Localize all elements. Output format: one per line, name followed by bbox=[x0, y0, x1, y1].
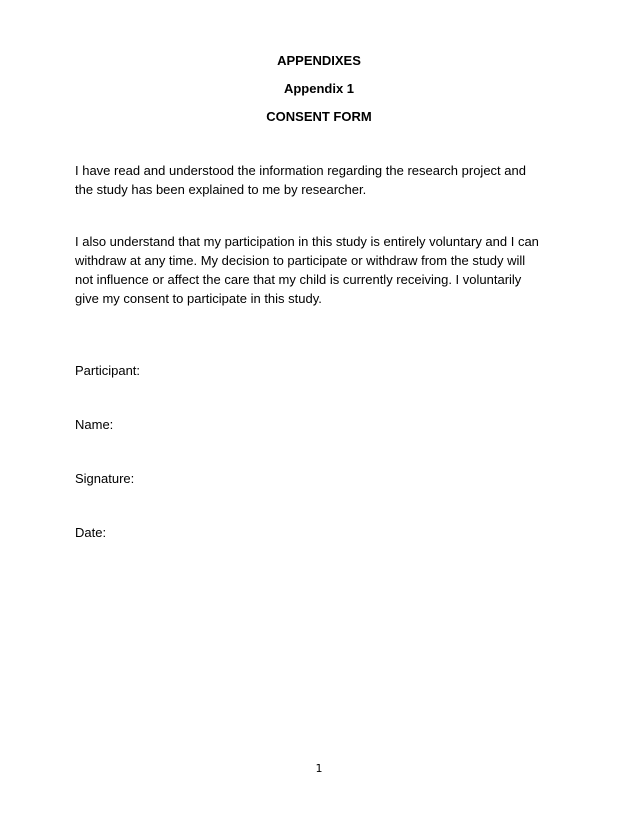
name-label: Name: bbox=[75, 417, 114, 432]
appendix-label: Appendix 1 bbox=[283, 81, 355, 96]
paragraph-understanding: I have read and understood the information regarding the research project and the study has been explained to me by researcher. bbox=[75, 163, 526, 197]
section-title: APPENDIXES bbox=[277, 53, 361, 68]
participant-label: Participant: bbox=[75, 363, 141, 378]
paragraph-voluntary: I also understand that my participation in this study is entirely voluntary and I can withdraw at any time. My decision to participate or withdraw from the study will not influence or affect the care that my child is currently receiving. I voluntarily give my consent to participate in this study. bbox=[75, 234, 539, 306]
signature-label: Signature: bbox=[75, 471, 135, 486]
page-number: 1 bbox=[315, 762, 323, 775]
date-label: Date: bbox=[75, 525, 107, 540]
form-title: CONSENT FORM bbox=[266, 109, 372, 124]
